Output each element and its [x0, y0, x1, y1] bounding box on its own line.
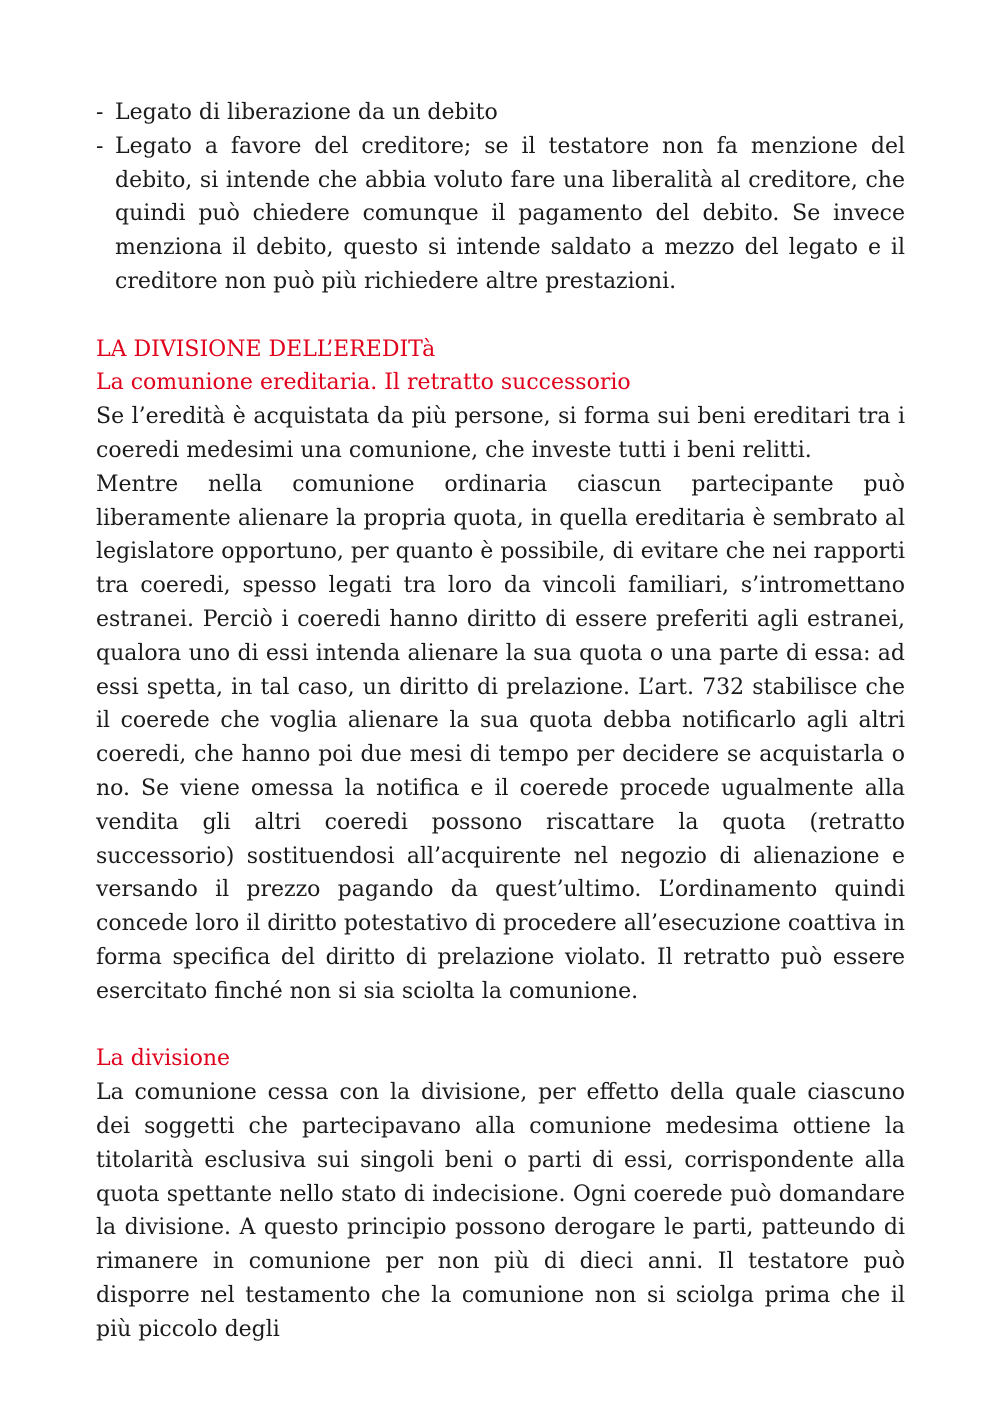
section-subtitle: La comunione ereditaria. Il retratto successorio: [96, 370, 631, 396]
section-title: LA DIVISIONE DELL’EREDITà: [96, 336, 436, 362]
bullet-dash: -: [96, 133, 104, 159]
list-item: [96, 130, 905, 299]
document-page: [96, 96, 905, 1346]
bullet-list: [96, 96, 905, 299]
section-spacer: [96, 299, 905, 333]
list-item: [96, 96, 905, 130]
paragraph: Mentre nella comunione ordinaria ciascun partecipante può liberamente alienare la propria quota, in quella ereditaria è sembrato al legislatore opportuno, per quanto è possibile, di evitare che nei rapporti tra coeredi, spesso legati tra loro da vincoli familiari, s’intromettano estranei. Perciò i coeredi hanno diritto di essere preferiti agli estranei, qualora uno di essi intenda alienare la sua quota o una parte di essa: ad essi spetta, in tal caso, un diritto di prelazione. L’art. 732 stabilisce che il coerede che voglia alienare la sua quota debba notificarlo agli altri coeredi, che hanno poi due mesi di tempo per decidere se acquistarla o no. Se viene omessa la notifica e il coerede procede ugualmente alla vendita gli altri coeredi possono riscattare la quota (retratto successorio) sostituendosi all’acquirente nel negozio di alienazione e versando il prezzo pagando da quest’ultimo. L’ordinamento quindi concede loro il diritto potestativo di procedere all’esecuzione coattiva in forma specifica del diritto di prelazione violato. Il retratto può essere esercitato finché non si sia sciolta la comunione.: [96, 471, 905, 1004]
paragraph: Se l’eredità è acquistata da più persone, si forma sui beni ereditari tra i coeredi medesimi una comunione, che investe tutti i beni relitti.: [96, 404, 905, 463]
section-subtitle: La divisione: [96, 1046, 231, 1072]
bullet-dash: -: [96, 100, 104, 125]
bullet-text: Legato a favore del creditore; se il testatore non fa menzione del debito, si intende che abbia voluto fare una liberalità al creditore, che quindi può chiedere comunque il pagamento del debito. Se invece menziona il debito, questo si intende saldato a mezzo del legato e il creditore non può più richiedere altre prestazioni.: [115, 133, 905, 294]
bullet-text: Legato di liberazione da un debito: [115, 100, 498, 125]
paragraph: La comunione cessa con la divisione, per effetto della quale ciascuno dei soggetti che partecipavano alla comunione medesima ottiene la titolarità esclusiva sui singoli beni o parti di essi, corrispondente alla quota spettante nello stato di indecisione. Ogni coerede può domandare la divisione. A questo principio possono derogare le parti, patteundo di rimanere in comunione per non più di dieci anni. Il testatore può disporre nel testamento che la comunione non si sciolga prima che il più piccolo degli: [96, 1080, 905, 1342]
section-spacer: [96, 1009, 905, 1043]
